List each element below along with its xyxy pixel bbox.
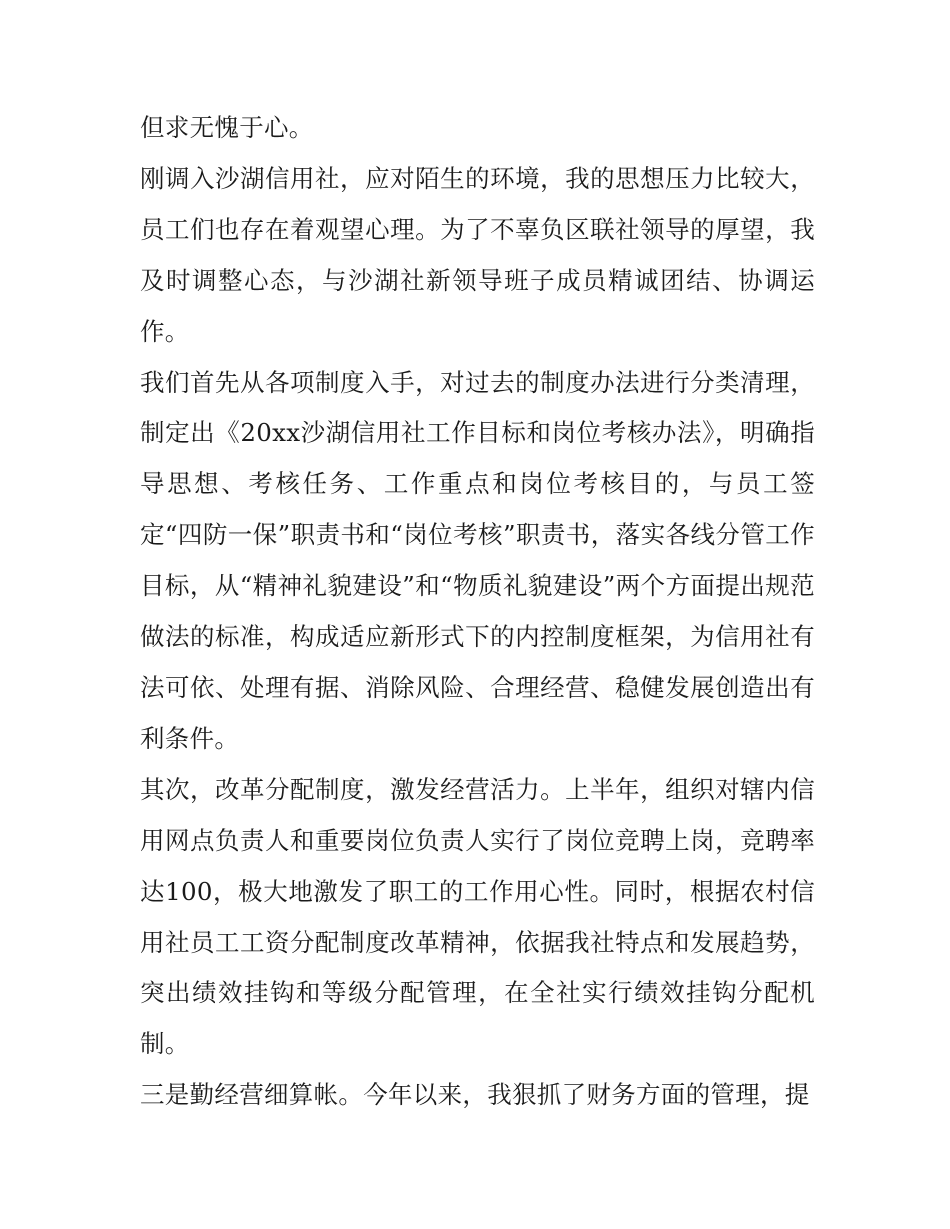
paragraph-3: 我们首先从各项制度入手，对过去的制度办法进行分类清理，制定出《20xx沙湖信用社工作目标和岗位考核办法》，明确指导思想、考核任务、工作重点和岗位考核目的，与员工签定“四防一保”职责书和“岗位考核”职责书，落实各线分管工作目标，从“精神礼貌建设”和“物质礼貌建设”两个方面提出规范做法的标准，构成适应新形式下的内控制度框架，为信用社有法可依、处理有据、消除风险、合理经营、稳健发展创造出有利条件。 <box>140 367 815 753</box>
paragraph-4: 其次，改革分配制度，激发经营活力。上半年，组织对辖内信用网点负责人和重要岗位负责人实行了岗位竞聘上岗，竞聘率达100，极大地激发了职工的工作用心性。同时，根据农村信用社员工工资分配制度改革精神，依据我社特点和发展趋势，突出绩效挂钩和等级分配管理，在全社实行绩效挂钩分配机制。 <box>140 774 815 1059</box>
paragraph-1: 但求无愧于心。 <box>140 113 314 142</box>
document-body <box>140 103 815 1121</box>
paragraph-5: 三是勤经营细算帐。今年以来，我狠抓了财务方面的管理，提 <box>140 1080 810 1110</box>
paragraph-2: 刚调入沙湖信用社，应对陌生的环境，我的思想压力比较大，员工们也存在着观望心理。为了不辜负区联社领导的厚望，我及时调整心态，与沙湖社新领导班子成员精诚团结、协调运作。 <box>140 163 815 346</box>
